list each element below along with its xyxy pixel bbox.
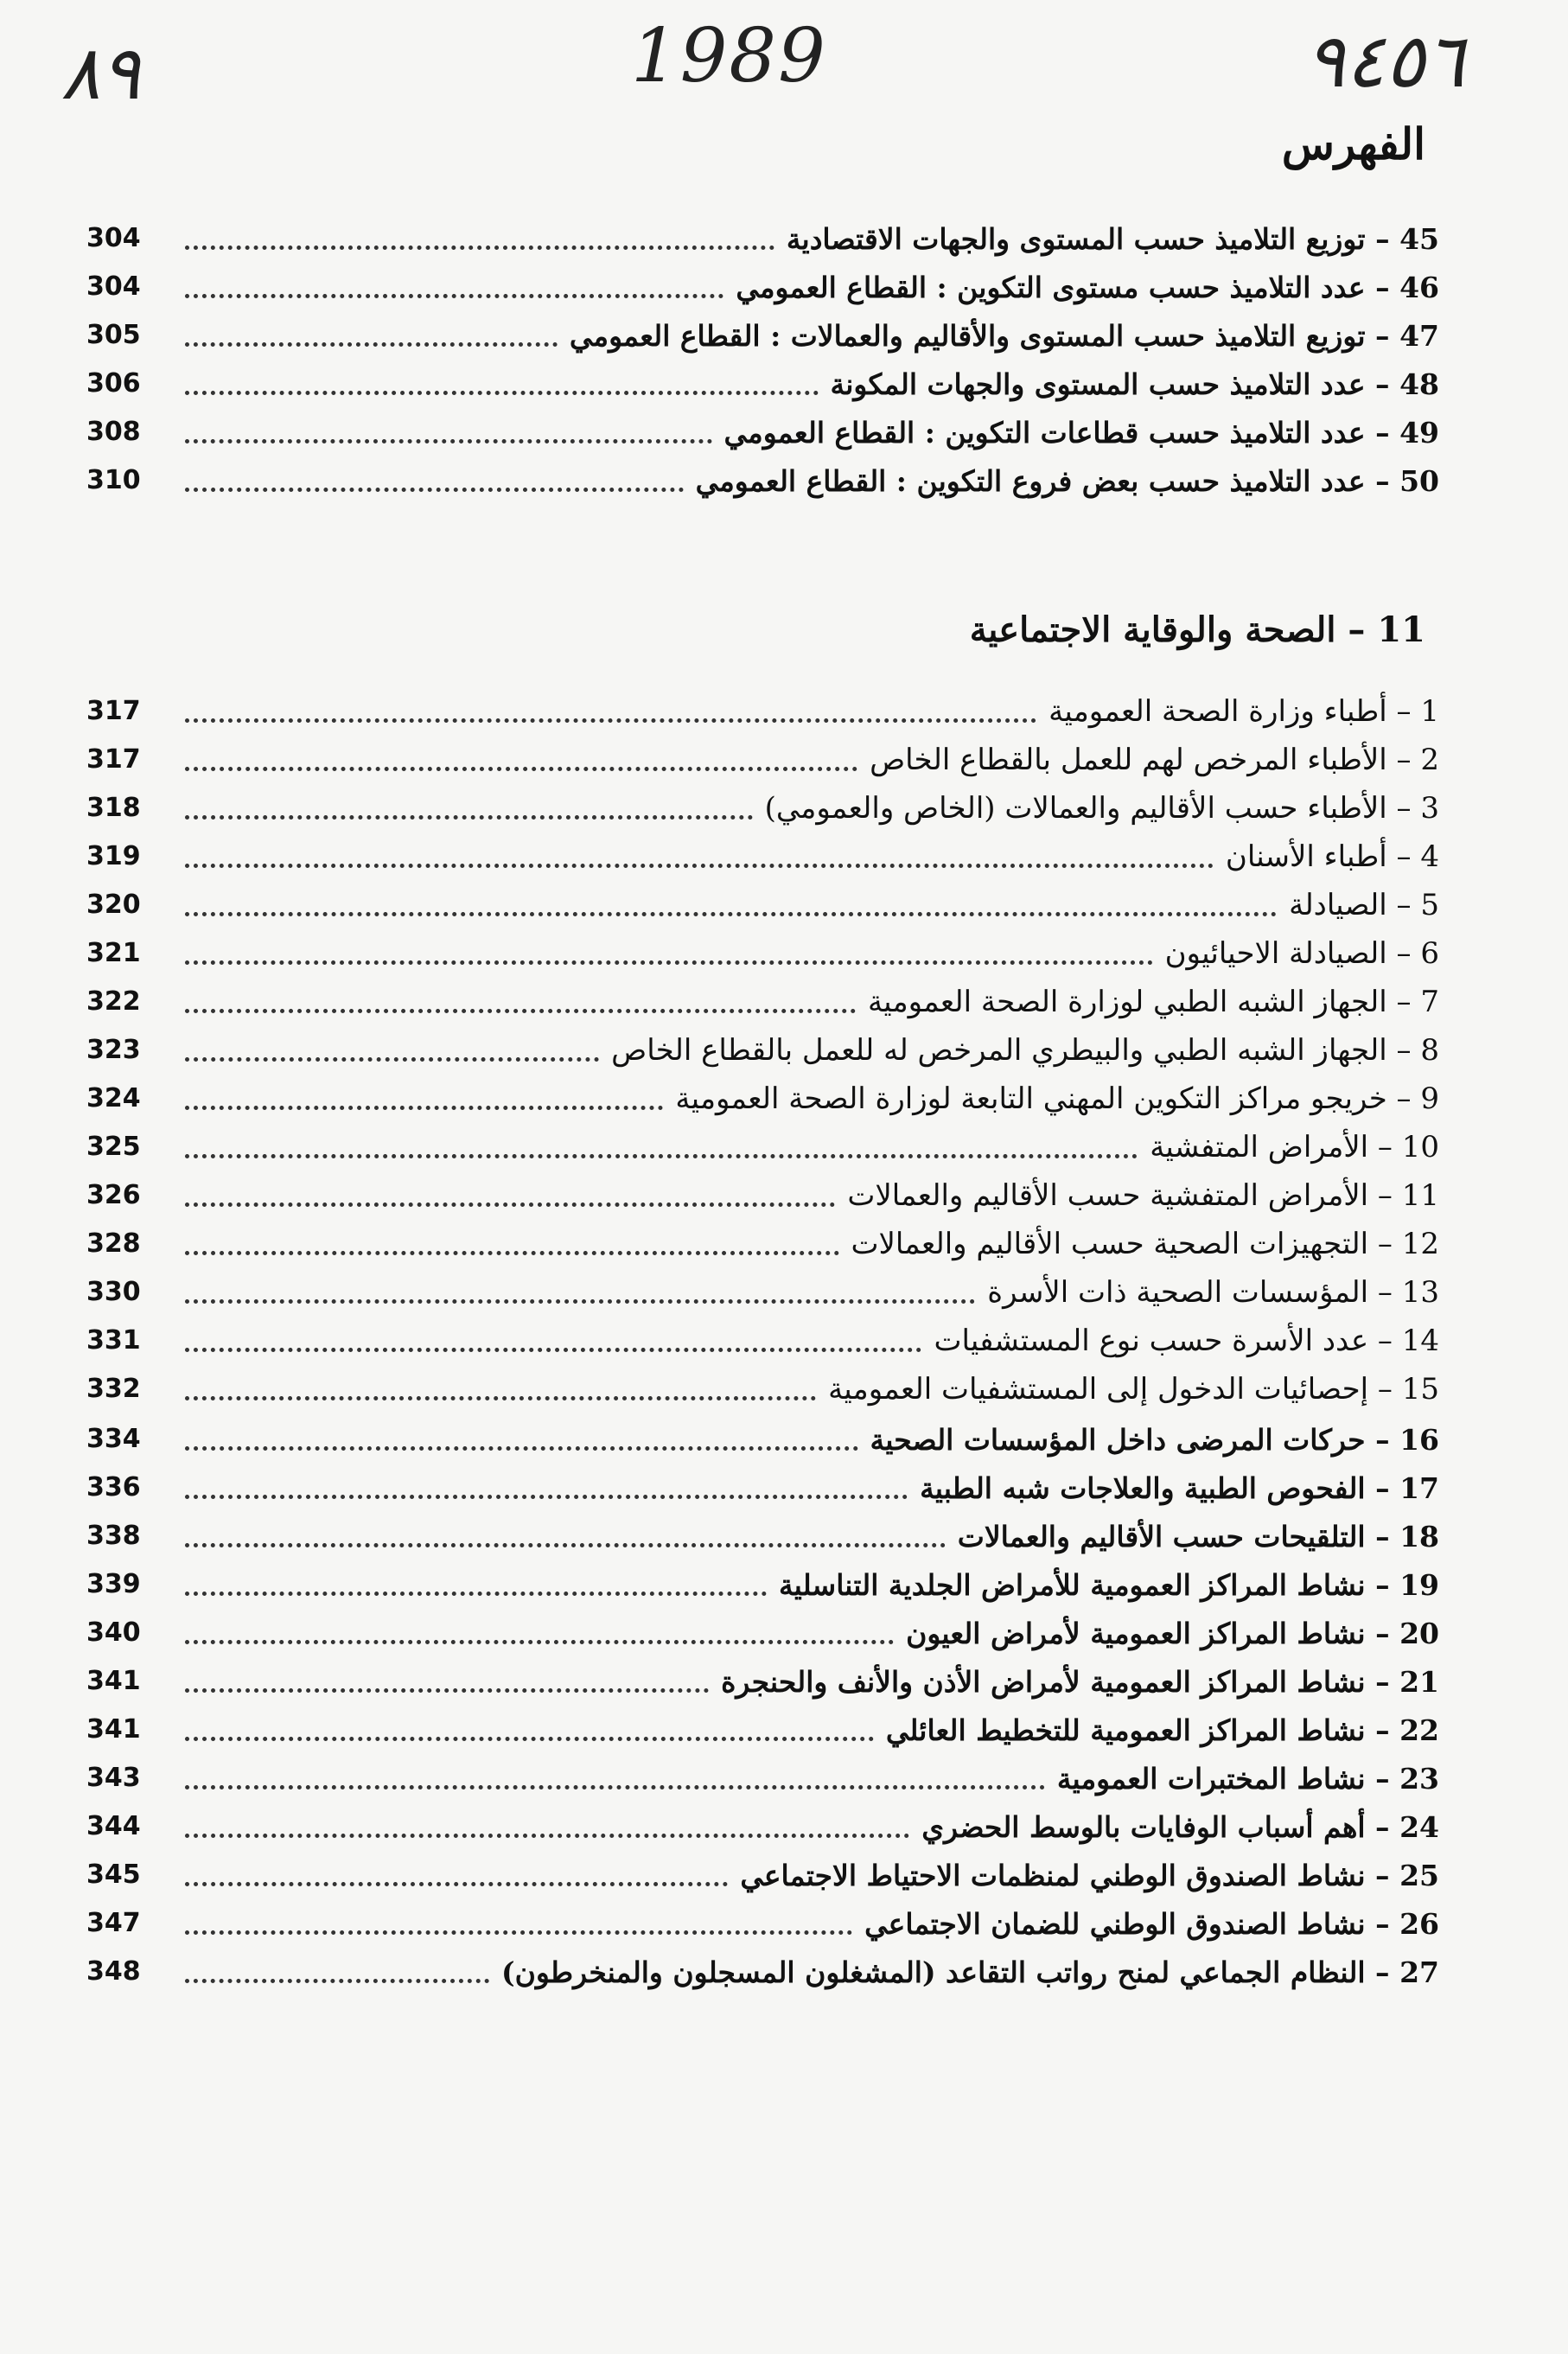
entry-title: 19 – نشاط المراكز العمومية للأمراض الجلدية التناسلية <box>778 1568 1439 1603</box>
entry-title: 13 – المؤسسات الصحية ذات الأسرة <box>987 1275 1439 1311</box>
toc-entry <box>86 683 1439 731</box>
toc-entry <box>86 1411 1439 1459</box>
page-number: 318 <box>86 793 141 823</box>
handwritten-note-right: ٩٤٥٦ <box>1305 18 1465 105</box>
entry-title: 27 – النظام الجماعي لمنح رواتب التقاعد (المشغلون المسجلون والمنخرطون) <box>501 1955 1439 1990</box>
toc-entry <box>86 1556 1439 1604</box>
entry-title: 22 – نشاط المراكز العمومية للتخطيط العائلي <box>885 1713 1439 1748</box>
toc-entry <box>86 1701 1439 1750</box>
dot-leader <box>185 1543 946 1547</box>
entry-title: 12 – التجهيزات الصحية حسب الأقاليم والعمالات <box>851 1227 1439 1262</box>
entry-title: 25 – نشاط الصندوق الوطني لمنظمات الاحتياط الاجتماعي <box>740 1859 1439 1893</box>
page-number: 320 <box>86 890 141 920</box>
dot-leader <box>185 815 753 820</box>
entry-title: 48 – عدد التلاميذ حسب المستوى والجهات المكونة <box>830 367 1439 402</box>
toc-entry <box>86 1750 1439 1798</box>
toc-entry <box>86 1798 1439 1847</box>
dot-leader <box>185 1979 489 1983</box>
toc-entry <box>86 258 1439 307</box>
dot-leader <box>185 767 857 771</box>
page-number: 322 <box>86 986 141 1017</box>
toc-entry <box>86 1361 1439 1409</box>
page-number: 317 <box>86 744 141 775</box>
entry-title: 15 – إحصائيات الدخول إلى المستشفيات العمومية <box>828 1372 1439 1407</box>
toc-entry <box>86 1215 1439 1264</box>
dot-leader <box>185 1834 909 1838</box>
toc-entry <box>86 731 1439 780</box>
page-number: 304 <box>86 223 141 253</box>
page-number: 341 <box>86 1666 141 1696</box>
entry-title: 8 – الجهاز الشبه الطبي والبيطري المرخص له للعمل بالقطاع الخاص <box>611 1033 1439 1069</box>
dot-leader <box>185 1203 835 1207</box>
page-number: 325 <box>86 1132 141 1162</box>
page-number: 344 <box>86 1811 141 1841</box>
page-number: 310 <box>86 465 141 495</box>
entry-title: 49 – عدد التلاميذ حسب قطاعات التكوين : القطاع العمومي <box>723 416 1439 450</box>
toc-entry <box>86 973 1439 1022</box>
entry-title: 10 – الأمراض المتفشية <box>1150 1130 1439 1165</box>
page-number: 339 <box>86 1569 141 1599</box>
toc-entry <box>86 780 1439 828</box>
page-number: 308 <box>86 417 141 447</box>
toc-entry <box>86 1070 1439 1119</box>
dot-leader <box>185 1446 858 1451</box>
entry-title: 6 – الصيادلة الاحيائيون <box>1164 936 1439 972</box>
toc-entry <box>86 452 1439 501</box>
dot-leader <box>185 1688 709 1693</box>
page-number: 345 <box>86 1860 141 1890</box>
toc-entry <box>86 1312 1439 1361</box>
entry-title: 26 – نشاط الصندوق الوطني للضمان الاجتماعي <box>864 1907 1439 1942</box>
handwritten-note-left: ٨٩ <box>61 30 141 117</box>
entry-title: 45 – توزيع التلاميذ حسب المستوى والجهات الاقتصادية <box>786 222 1439 257</box>
dot-leader <box>185 1299 975 1304</box>
dot-leader <box>185 1785 1045 1789</box>
entry-title: 46 – عدد التلاميذ حسب مستوى التكوين : القطاع العمومي <box>736 271 1439 305</box>
dot-leader <box>185 1106 663 1110</box>
page-number: 340 <box>86 1617 141 1648</box>
entry-title: 9 – خريجو مراكز التكوين المهني التابعة لوزارة الصحة العمومية <box>675 1081 1439 1117</box>
page-number: 323 <box>86 1035 141 1065</box>
dot-leader <box>185 391 819 395</box>
entry-title: 17 – الفحوص الطبية والعلاجات شبه الطبية <box>920 1471 1439 1506</box>
dot-leader <box>185 439 712 443</box>
toc-entry <box>86 1459 1439 1508</box>
dot-leader <box>185 864 1214 868</box>
toc-entry <box>86 1022 1439 1070</box>
page-number: 304 <box>86 271 141 302</box>
dot-leader <box>185 1592 767 1596</box>
page-number: 321 <box>86 938 141 968</box>
dot-leader <box>185 246 774 250</box>
toc-entry <box>86 404 1439 452</box>
dot-leader <box>185 1057 599 1062</box>
dot-leader <box>185 342 558 347</box>
toc-entry <box>86 355 1439 404</box>
toc-entry <box>86 877 1439 925</box>
dot-leader <box>185 1348 921 1352</box>
dot-leader <box>185 1882 728 1886</box>
dot-leader <box>185 1009 856 1013</box>
page-number: 306 <box>86 368 141 399</box>
dot-leader <box>185 1737 874 1741</box>
toc-entry <box>86 1604 1439 1653</box>
dot-leader <box>185 1396 816 1400</box>
page-number: 336 <box>86 1472 141 1502</box>
toc-entry <box>86 1653 1439 1701</box>
page-number: 334 <box>86 1424 141 1454</box>
dot-leader <box>185 1251 839 1255</box>
entry-title: 4 – أطباء الأسنان <box>1225 839 1439 875</box>
page-number: 305 <box>86 320 141 350</box>
dot-leader <box>185 912 1277 916</box>
toc-entry <box>86 1943 1439 1992</box>
toc-entry <box>86 210 1439 258</box>
dot-leader <box>185 294 723 298</box>
entry-title: 14 – عدد الأسرة حسب نوع المستشفيات <box>934 1324 1439 1359</box>
page-number: 328 <box>86 1228 141 1259</box>
page-number: 347 <box>86 1908 141 1938</box>
toc-entry <box>86 1847 1439 1895</box>
entry-title: 16 – حركات المرضى داخل المؤسسات الصحية <box>870 1423 1439 1458</box>
page-number: 343 <box>86 1763 141 1793</box>
dot-leader <box>185 960 1153 965</box>
page-title: الفهرس <box>1281 118 1425 169</box>
page-number: 326 <box>86 1180 141 1210</box>
toc-entry <box>86 1264 1439 1312</box>
toc-entry <box>86 925 1439 973</box>
toc-entry <box>86 307 1439 355</box>
dot-leader <box>185 1495 908 1499</box>
dot-leader <box>185 1640 894 1644</box>
toc-entry <box>86 1895 1439 1943</box>
dot-leader <box>185 1930 852 1935</box>
page-number: 338 <box>86 1521 141 1551</box>
entry-title: 11 – الأمراض المتفشية حسب الأقاليم والعمالات <box>847 1178 1439 1214</box>
toc-entry <box>86 828 1439 877</box>
entry-title: 3 – الأطباء حسب الأقاليم والعمالات (الخاص والعمومي) <box>764 791 1439 826</box>
entry-title: 24 – أهم أسباب الوفايات بالوسط الحضري <box>921 1810 1439 1845</box>
entry-title: 50 – عدد التلاميذ حسب بعض فروع التكوين : القطاع العمومي <box>695 464 1439 499</box>
page-number: 330 <box>86 1277 141 1307</box>
handwritten-year: 1989 <box>631 13 827 99</box>
section-heading: 11 – الصحة والوقاية الاجتماعية <box>969 609 1425 650</box>
entry-title: 5 – الصيادلة <box>1289 888 1439 923</box>
page-number: 348 <box>86 1956 141 1987</box>
page-number: 319 <box>86 841 141 871</box>
page-number: 332 <box>86 1374 141 1404</box>
page-number: 341 <box>86 1714 141 1745</box>
page-number: 317 <box>86 696 141 726</box>
entry-title: 23 – نشاط المختبرات العمومية <box>1056 1762 1439 1796</box>
dot-leader <box>185 1154 1138 1158</box>
dot-leader <box>185 718 1036 723</box>
entry-title: 1 – أطباء وزارة الصحة العمومية <box>1049 694 1439 730</box>
toc-entry <box>86 1508 1439 1556</box>
entry-title: 21 – نشاط المراكز العمومية لأمراض الأذن والأنف والحنجرة <box>721 1665 1439 1700</box>
entry-title: 18 – التلقيحات حسب الأقاليم والعمالات <box>957 1520 1439 1554</box>
page-number: 331 <box>86 1325 141 1356</box>
entry-title: 2 – الأطباء المرخص لهم للعمل بالقطاع الخاص <box>870 743 1439 778</box>
page-number: 324 <box>86 1083 141 1113</box>
dot-leader <box>185 488 684 492</box>
toc-entry <box>86 1167 1439 1215</box>
entry-title: 20 – نشاط المراكز العمومية لأمراض العيون <box>906 1617 1439 1651</box>
toc-entry <box>86 1119 1439 1167</box>
entry-title: 7 – الجهاز الشبه الطبي لوزارة الصحة العمومية <box>867 985 1439 1020</box>
entry-title: 47 – توزيع التلاميذ حسب المستوى والأقاليم والعمالات : القطاع العمومي <box>569 319 1439 354</box>
